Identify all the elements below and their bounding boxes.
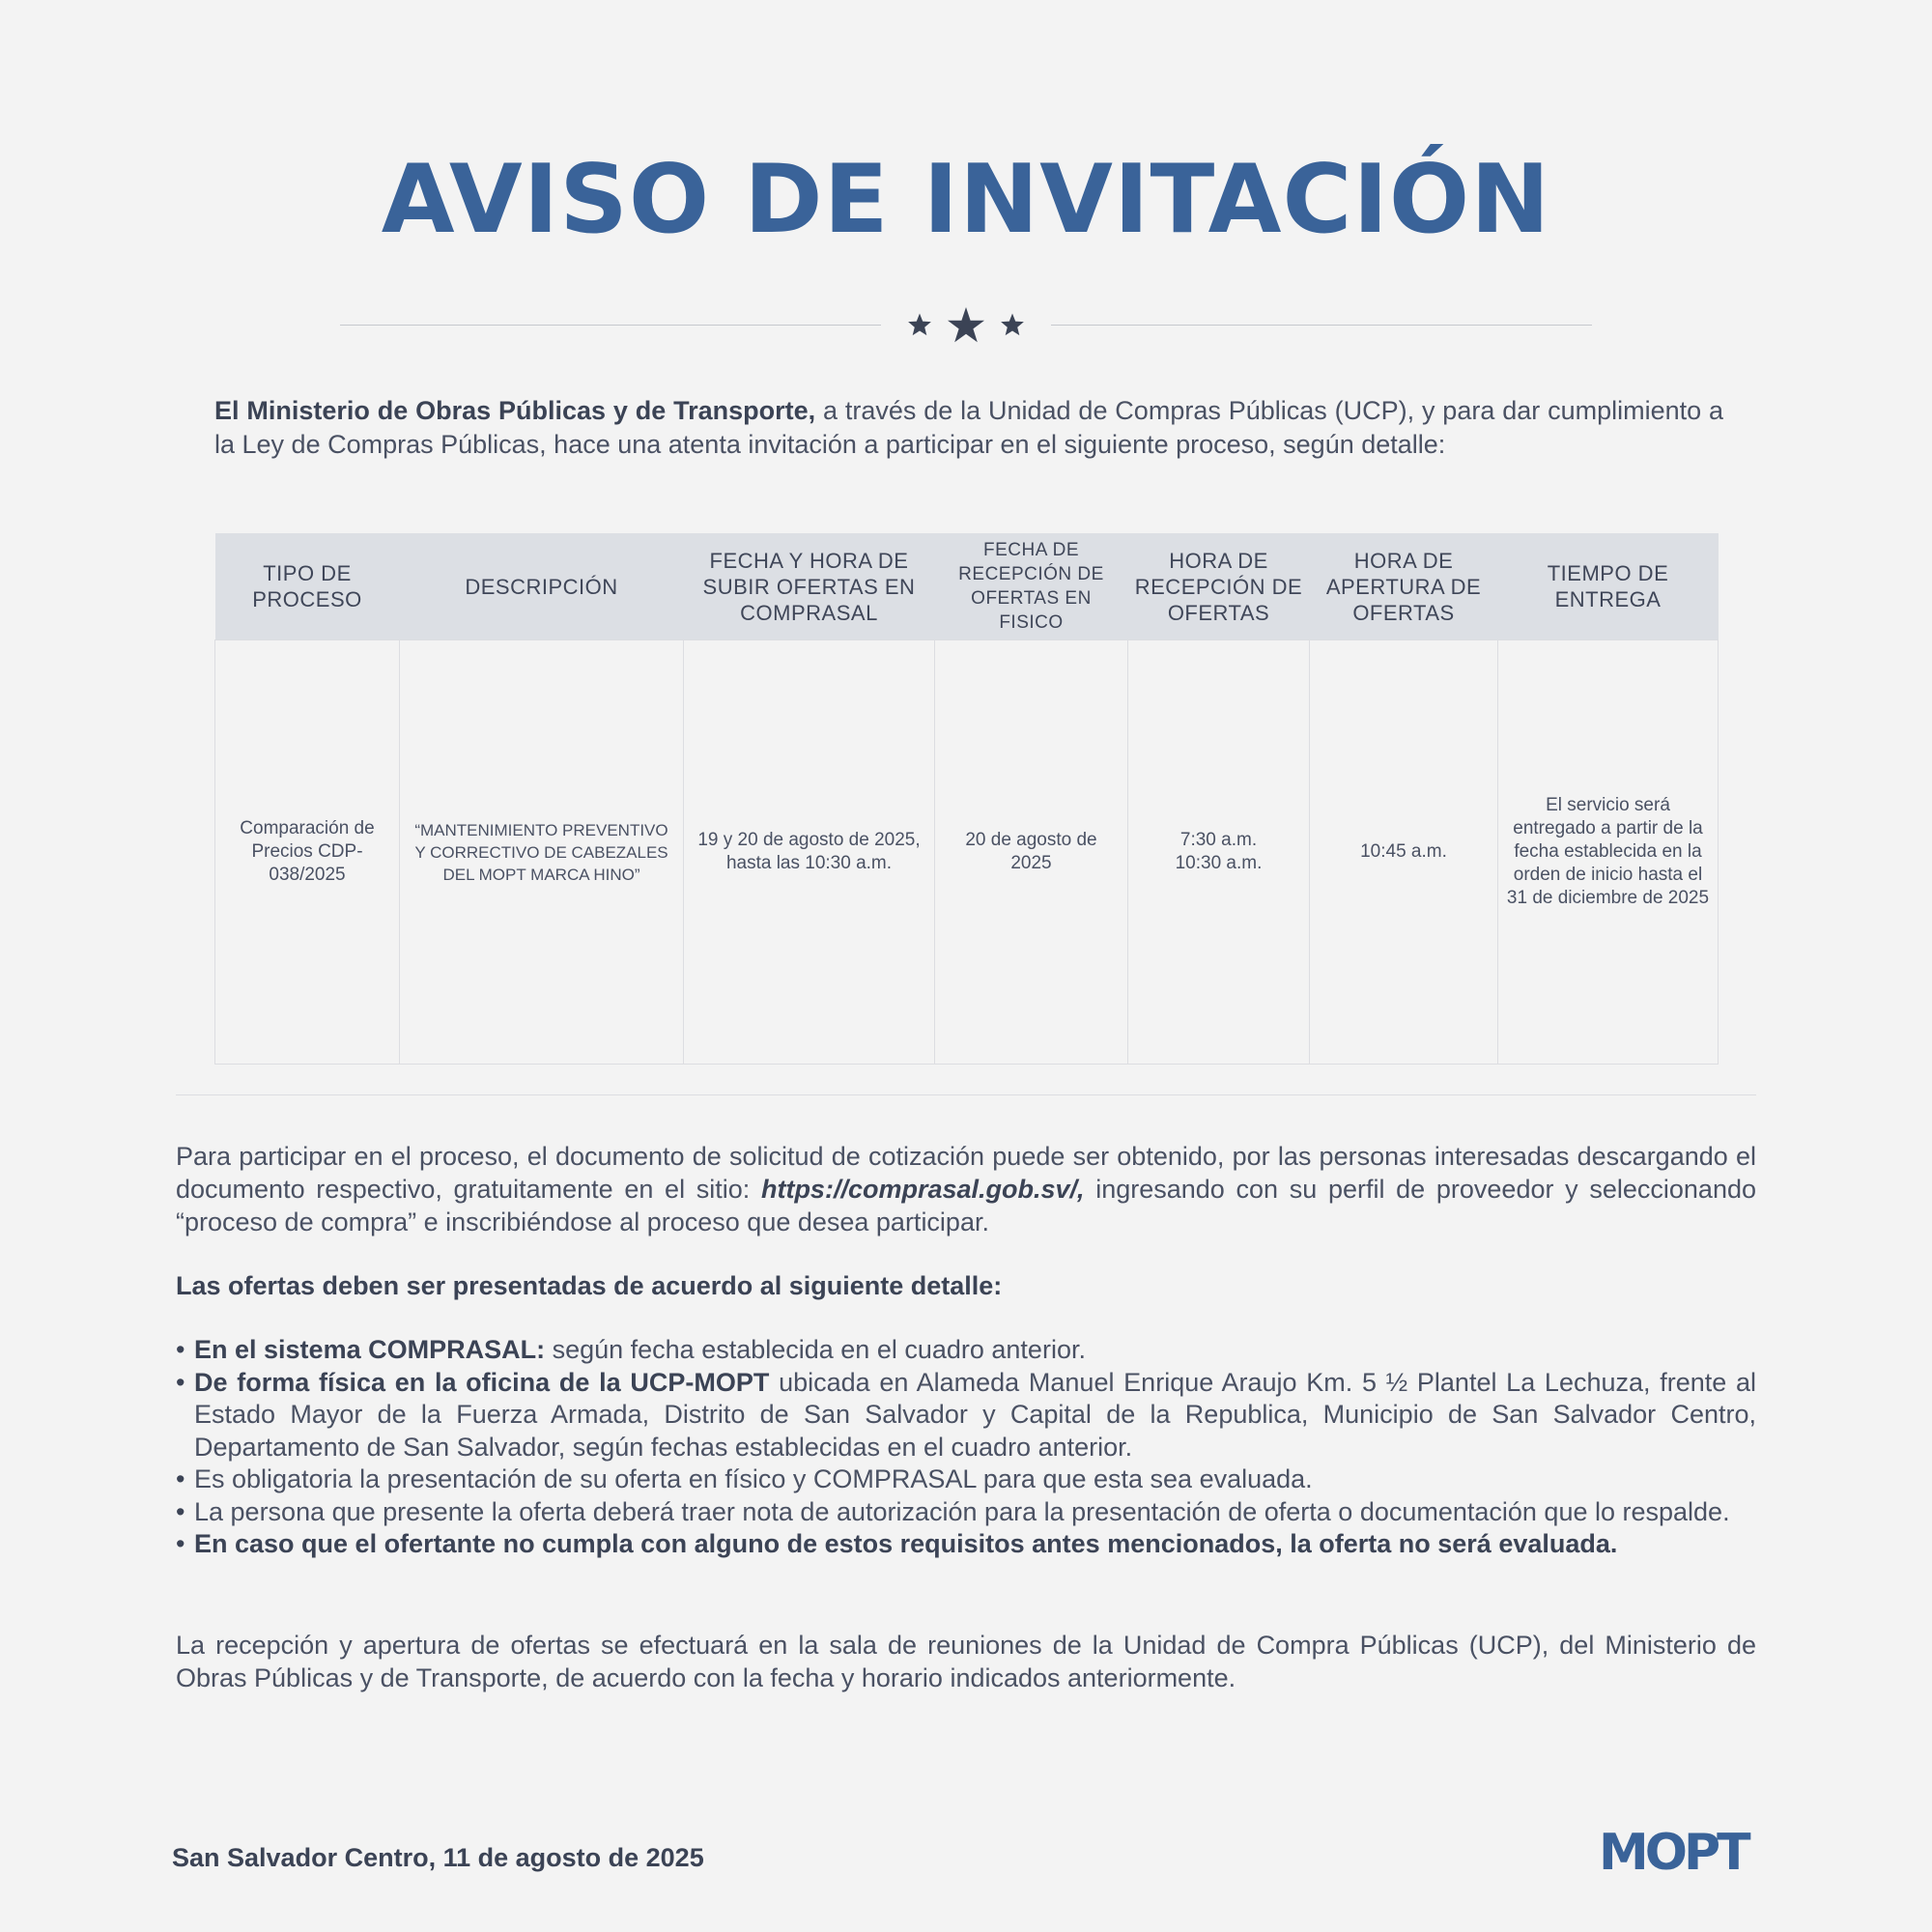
list-item-text: ubicada en Alameda Manuel Enrique Araujo Km. 5 ½ Plantel La Lechuza, frente al Estado Mayor de la Fuerza Armada, Distrito de San Salvador y Capital de la Republica, Municipio de San Salvador Centro, Departamento de San Salvador, según fechas establecidas en el cuadro anterior. <box>194 1367 1756 1462</box>
table-row <box>215 640 1719 1065</box>
star-icon <box>908 314 931 336</box>
requirements-list <box>176 1334 1756 1561</box>
star-icon <box>948 307 984 342</box>
intro-text: a través de la Unidad de Compras Públicas (UCP), y para dar cumplimiento a la Ley de Compras Públicas, hace una atenta invitación a participar en el siguiente proceso, según detalle: <box>214 396 1723 459</box>
cell-descripcion: “MANTENIMIENTO PREVENTIVO Y CORRECTIVO DE CABEZALES DEL MOPT MARCA HINO” <box>400 640 684 1065</box>
header-hora-apertura: HORA DE APERTURA DE OFERTAS <box>1310 533 1498 640</box>
header-fecha-fisico: FECHA DE RECEPCIÓN DE OFERTAS EN FISICO <box>935 533 1128 640</box>
cell-fecha-fisico: 20 de agosto de 2025 <box>935 640 1128 1065</box>
participation-text-after: ingresando con su perfil de proveedor y seleccionando “proceso de compra” e inscribiéndose al proceso que desea participar. <box>176 1175 1756 1236</box>
table-header-row <box>215 533 1719 640</box>
list-item-bold: En caso que el ofertante no cumpla con alguno de estos requisitos antes mencionados, la oferta no será evaluada. <box>194 1529 1618 1558</box>
list-item <box>176 1528 1756 1561</box>
comprasal-link[interactable]: https://comprasal.gob.sv/, <box>760 1175 1085 1204</box>
list-item-text: La persona que presente la oferta deberá traer nota de autorización para la presentación de oferta o documentación que lo respalde. <box>194 1496 1730 1526</box>
cell-hora-apertura: 10:45 a.m. <box>1310 640 1498 1065</box>
list-item-text: según fecha establecida en el cuadro anterior. <box>545 1335 1086 1364</box>
list-item <box>176 1334 1756 1367</box>
header-tipo-proceso: TIPO DE PROCESO <box>215 533 400 640</box>
list-item <box>176 1367 1756 1464</box>
ministry-name: El Ministerio de Obras Públicas y de Transporte, <box>214 396 816 425</box>
title-divider <box>340 307 1592 346</box>
list-item-bold: En el sistema COMPRASAL: <box>194 1335 546 1364</box>
star-icon <box>1001 314 1024 336</box>
footer-date: San Salvador Centro, 11 de agosto de 2025 <box>172 1843 704 1872</box>
header-descripcion: DESCRIPCIÓN <box>400 533 684 640</box>
cell-tiempo-entrega: El servicio será entregado a partir de la fecha establecida en la orden de inicio hasta el 31 de diciembre de 2025 <box>1498 640 1719 1065</box>
header-hora-recepcion: HORA DE RECEPCIÓN DE OFERTAS <box>1128 533 1310 640</box>
divider-line-left <box>340 325 881 326</box>
header-tiempo-entrega: TIEMPO DE ENTREGA <box>1498 533 1719 640</box>
three-stars-icon <box>898 307 1034 346</box>
cell-fecha-compprasal: 19 y 20 de agosto de 2025, hasta las 10:30 a.m. <box>684 640 935 1065</box>
closing-paragraph: La recepción y apertura de ofertas se efectuará en la sala de reuniones de la Unidad de Compra Públicas (UCP), del Ministerio de Obras Públicas y de Transporte, de acuerdo con la fecha y horario indicados anteriormente. <box>176 1631 1756 1692</box>
header-fecha-compprasal: FECHA Y HORA DE SUBIR OFERTAS EN COMPRASAL <box>684 533 935 640</box>
intro-paragraph <box>214 394 1723 462</box>
section-divider <box>176 1094 1756 1095</box>
list-item <box>176 1463 1756 1496</box>
hora-recepcion-fin: 10:30 a.m. <box>1175 853 1263 873</box>
mopt-logo: MOPT <box>1599 1824 1747 1882</box>
hora-recepcion-inicio: 7:30 a.m. <box>1179 830 1258 850</box>
cell-tipo-proceso: Comparación de Precios CDP-038/2025 <box>215 640 400 1065</box>
list-item-text: Es obligatoria la presentación de su oferta en físico y COMPRASAL para que esta sea evaluada. <box>194 1464 1313 1493</box>
list-item <box>176 1496 1756 1529</box>
cell-hora-recepcion <box>1128 640 1310 1065</box>
offers-heading: Las ofertas deben ser presentadas de acuerdo al siguiente detalle: <box>176 1271 1003 1300</box>
page-title: AVISO DE INVITACIÓN <box>381 145 1551 255</box>
process-table <box>214 533 1719 1065</box>
participation-text-before: Para participar en el proceso, el documento de solicitud de cotización puede ser obtenido, por las personas interesadas descargando el documento respectivo, gratuitamente en el sitio: <box>176 1142 1756 1204</box>
list-item-bold: De forma física en la oficina de la UCP-MOPT <box>194 1367 770 1397</box>
participation-paragraph <box>176 1140 1756 1238</box>
divider-line-right <box>1051 325 1592 326</box>
